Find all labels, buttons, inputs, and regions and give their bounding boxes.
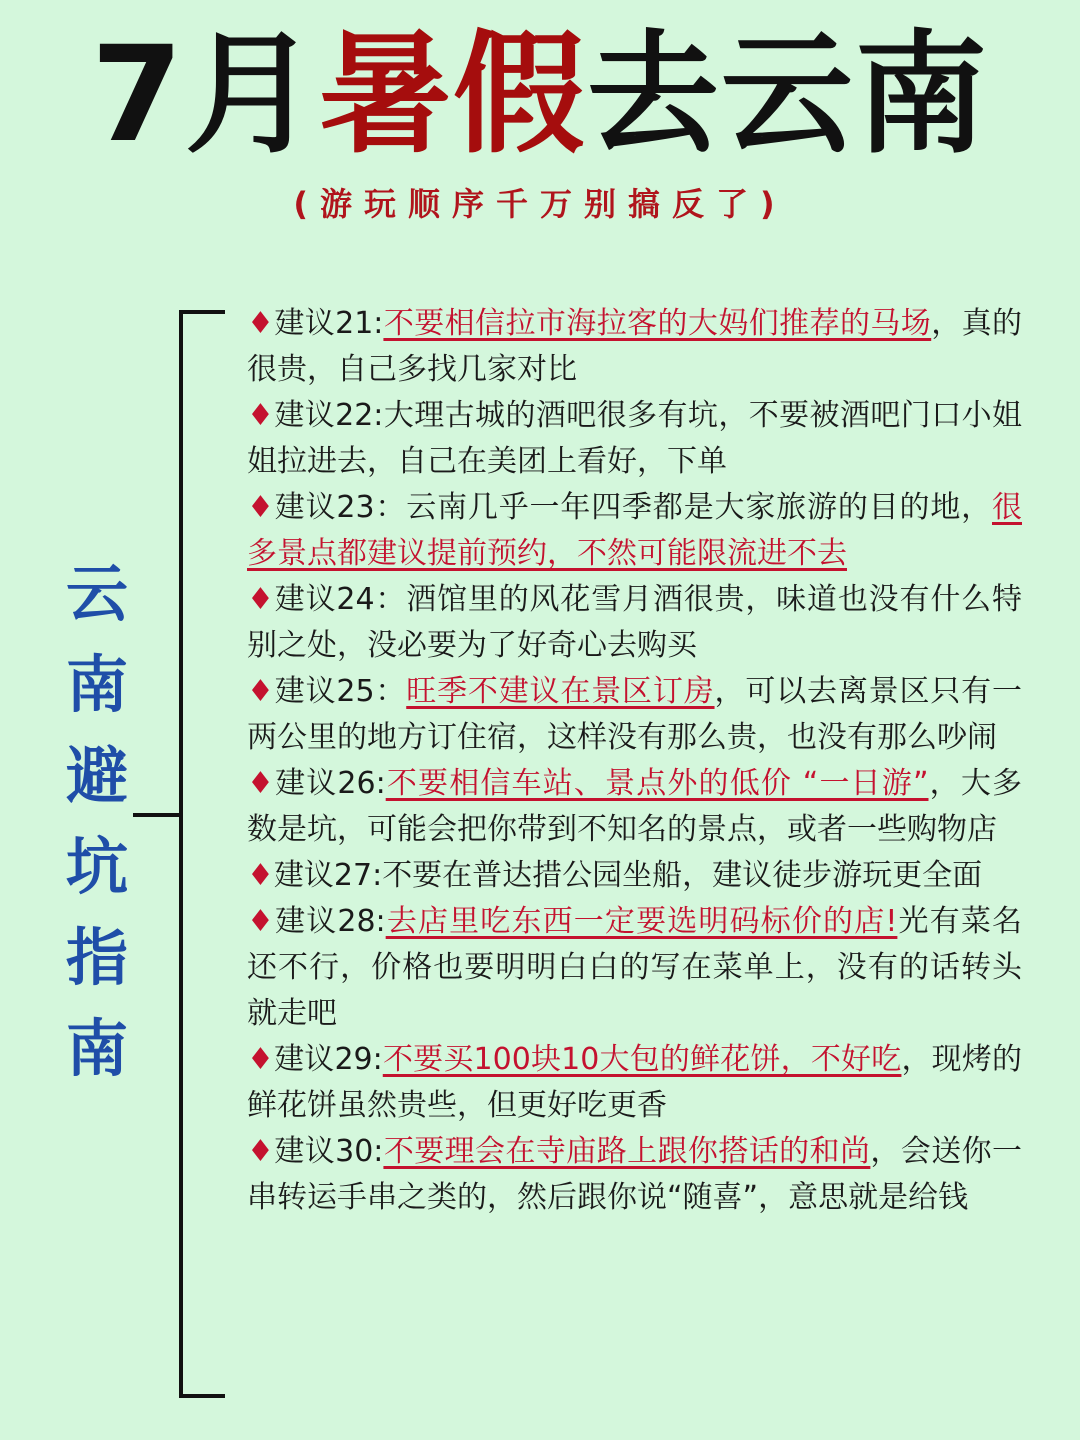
title-destination: 去云南 [586,18,989,172]
tip-28 [247,899,1022,1037]
tip-highlight: 不要相信车站、景点外的低价 “一日游” [385,766,929,801]
diamond-icon: ♦ [247,1134,275,1169]
tip-label: 建议21: [274,306,384,341]
tip-26 [247,761,1022,853]
tip-label: 建议27: [273,858,383,893]
tip-22 [247,393,1022,485]
tip-label: 建议24： [274,582,407,617]
diamond-icon: ♦ [247,1042,275,1077]
diamond-icon: ♦ [247,858,274,893]
tip-label: 建议28: [275,904,386,939]
tip-label: 建议25： [274,674,407,709]
tip-highlight: 旺季不建议在景区订房 [406,674,715,709]
diamond-icon: ♦ [247,398,275,433]
tip-23 [247,485,1022,577]
tip-highlight: 不要相信拉市海拉客的大妈们推荐的马场 [383,306,932,341]
tip-21 [247,301,1022,393]
diamond-icon: ♦ [247,306,275,341]
tip-25 [247,669,1022,761]
tip-text: ，大多数是坑，可能会把你带到不知名的景点，或者一些购物店 [247,766,1023,847]
tip-30 [247,1129,1022,1221]
page-title [0,20,1080,170]
page-subtitle: (游玩顺序千万别搞反了) [293,185,787,223]
tip-label: 建议23： [274,490,407,525]
tip-label: 建议29: [274,1042,383,1077]
tip-text: 酒馆里的风花雪月酒很贵，味道也没有什么特别之处，没必要为了好奇心去购买 [247,582,1022,663]
tip-text: ，真的很贵，自己多找几家对比 [247,306,1023,387]
tip-highlight: 不要理会在寺庙路上跟你搭话的和尚 [383,1134,871,1169]
diamond-icon: ♦ [247,766,276,801]
tip-27 [247,853,1022,899]
tip-text: 云南几乎一年四季都是大家旅游的目的地， [406,490,992,525]
bracket-line [179,310,225,1398]
diamond-icon: ♦ [247,674,275,709]
tip-label: 建议26: [275,766,386,801]
tip-highlight: 很多景点都建议提前预约，不然可能限流进不去 [247,490,1022,571]
tip-highlight: 去店里吃东西一定要选明码标价的店! [385,904,898,939]
title-highlight: 暑假 [318,18,587,172]
tip-text: ，现烤的鲜花饼虽然贵些，但更好吃更香 [247,1042,1023,1123]
tip-text: 不要在普达措公园坐船，建议徒步游玩更全面 [382,858,983,893]
tips-list [247,301,1022,1221]
tip-label: 建议30: [274,1134,384,1169]
tip-29 [247,1037,1022,1129]
tip-highlight: 不要买100块10大包的鲜花饼，不好吃 [382,1042,902,1077]
tip-text: 光有菜名还不行，价格也要明明白白的写在菜单上，没有的话转头就走吧 [247,904,1023,1031]
title-month: 7月 [91,18,319,172]
bracket-stem [133,813,181,817]
tip-text: ，可以去离景区只有一两公里的地方订住宿，这样没有那么贵，也没有那么吵闹 [247,674,1022,755]
tip-24 [247,577,1022,669]
diamond-icon: ♦ [247,904,276,939]
tip-text: ，会送你一串转运手串之类的，然后跟你说“随喜”，意思就是给钱 [247,1134,1023,1215]
diamond-icon: ♦ [247,490,275,525]
tip-text: 大理古城的酒吧很多有坑，不要被酒吧门口小姐姐拉进去，自己在美团上看好，下单 [247,398,1023,479]
diamond-icon: ♦ [247,582,275,617]
tip-label: 建议22: [274,398,384,433]
side-title: 云南避坑指南 [65,557,128,1085]
